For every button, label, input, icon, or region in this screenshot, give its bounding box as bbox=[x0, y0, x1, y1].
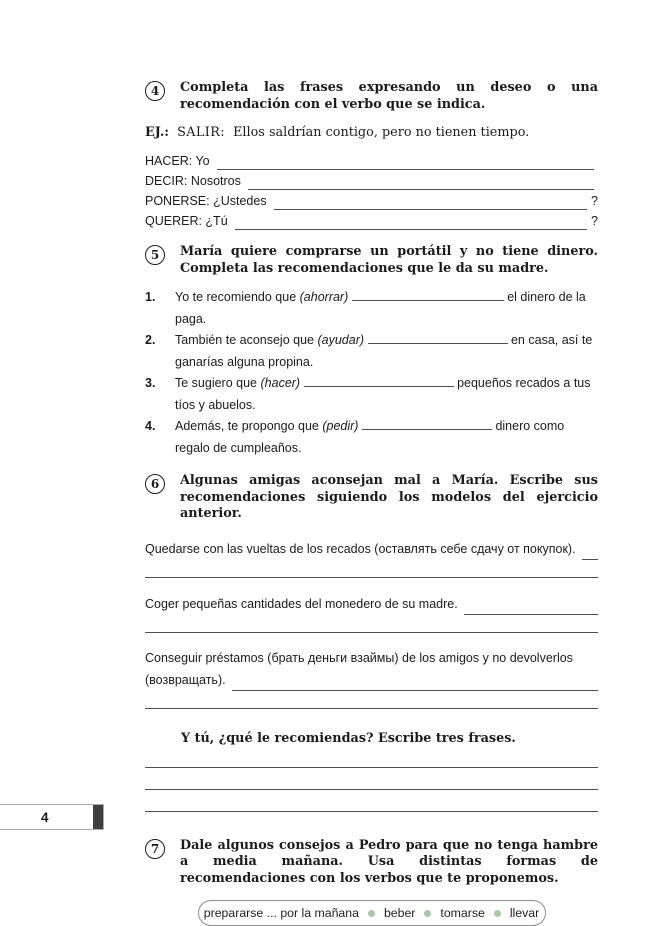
exercise-6-title: Algunas amigas aconsejan mal a María. Escribe sus recomendaciones siguiendo los modelos del ejercicio anterior. bbox=[180, 473, 598, 523]
fill-row-suffix: ? bbox=[587, 213, 598, 230]
answer-blank bbox=[582, 546, 598, 560]
answer-blank bbox=[362, 419, 492, 430]
answer-blank bbox=[368, 333, 508, 344]
exercise-5-number-badge: 5 bbox=[145, 245, 165, 265]
item-text: Coger pequeñas cantidades del monedero de su madre. bbox=[145, 594, 464, 615]
exercise-5-item-3 bbox=[145, 373, 598, 416]
word-bank-item: beber bbox=[384, 906, 415, 920]
item-pre-text: Además, te propongo que bbox=[175, 419, 319, 433]
answer-line bbox=[145, 811, 598, 812]
fill-row-label: PONERSE: ¿Ustedes bbox=[145, 193, 274, 210]
answer-line bbox=[145, 767, 598, 768]
page-number-tab bbox=[0, 804, 104, 830]
answer-blank bbox=[352, 290, 504, 301]
exercise-7 bbox=[145, 838, 598, 926]
fill-row-querer bbox=[145, 210, 598, 230]
answer-blank bbox=[304, 376, 454, 387]
exercise-5-header bbox=[145, 244, 598, 277]
answer-blank bbox=[232, 677, 598, 691]
item-number: 4. bbox=[145, 416, 175, 459]
fill-row-hacer bbox=[145, 150, 598, 170]
exercise-6-number-badge: 6 bbox=[145, 474, 165, 494]
worksheet-content bbox=[145, 80, 598, 926]
word-bank-item: prepararse ... por la mañana bbox=[204, 906, 359, 920]
item-post-text: dinero como regalo de cumpleaños. bbox=[175, 419, 564, 455]
exercise-6 bbox=[145, 473, 598, 812]
item-verb-hint: (hacer) bbox=[261, 376, 301, 390]
exercise-5-item-2 bbox=[145, 330, 598, 373]
item-verb-hint: (ayudar) bbox=[317, 333, 364, 347]
fill-row-decir bbox=[145, 170, 598, 190]
answer-blank bbox=[217, 156, 594, 170]
item-text-continued: (возвращать). bbox=[145, 670, 232, 691]
exercise-5 bbox=[145, 244, 598, 459]
exercise-4-example bbox=[145, 124, 598, 141]
answer-line bbox=[145, 708, 598, 709]
exercise-5-item-4 bbox=[145, 416, 598, 459]
item-text bbox=[175, 416, 598, 459]
item-text: Conseguir préstamos (брать деньги взаймы) de los amigos y no devolverlos bbox=[145, 647, 598, 670]
exercise-6-item-3 bbox=[145, 647, 598, 691]
exercise-5-item-1 bbox=[145, 287, 598, 330]
answer-blank bbox=[464, 601, 598, 615]
fill-row-label: QUERER: ¿Tú bbox=[145, 213, 235, 230]
fill-row-ponerse bbox=[145, 190, 598, 210]
answer-blank bbox=[274, 196, 587, 210]
bullet-dot-icon bbox=[494, 910, 501, 917]
item-pre-text: Yo te recomiendo que bbox=[175, 290, 296, 304]
answer-blank bbox=[248, 176, 594, 190]
exercise-5-title: María quiere comprarse un portátil y no tiene dinero. Completa las recomendaciones que le da su madre. bbox=[180, 244, 598, 277]
item-post-text: pequeños recados a tus tíos y abuelos. bbox=[175, 376, 591, 412]
item-text bbox=[175, 287, 598, 330]
item-verb-hint: (ahorrar) bbox=[300, 290, 349, 304]
item-number: 1. bbox=[145, 287, 175, 330]
item-number: 3. bbox=[145, 373, 175, 416]
example-text: Ellos saldrían contigo, pero no tienen tiempo. bbox=[233, 125, 529, 140]
word-bank-item: llevar bbox=[510, 906, 539, 920]
item-post-text: en casa, así te ganarías alguna propina. bbox=[175, 333, 592, 369]
fill-row-label: DECIR: Nosotros bbox=[145, 173, 248, 190]
exercise-7-title: Dale algunos consejos a Pedro para que no tenga hambre a media mañana. Usa distintas formas de recomendaciones con los verbos que te proponemos. bbox=[180, 838, 598, 888]
answer-line bbox=[145, 577, 598, 578]
word-bank-item: tomarse bbox=[440, 906, 484, 920]
exercise-7-header bbox=[145, 838, 598, 888]
item-verb-hint: (pedir) bbox=[322, 419, 358, 433]
item-pre-text: También te aconsejo que bbox=[175, 333, 314, 347]
example-label: EJ.: bbox=[145, 125, 169, 140]
exercise-6-item-2 bbox=[145, 594, 598, 615]
word-bank bbox=[198, 900, 546, 926]
page-tab-bar bbox=[93, 805, 103, 829]
answer-blank bbox=[235, 216, 587, 230]
item-text bbox=[175, 373, 598, 416]
exercise-6-item-1 bbox=[145, 539, 598, 560]
fill-row-label: HACER: Yo bbox=[145, 153, 217, 170]
exercise-6-header bbox=[145, 473, 598, 523]
exercise-4-header bbox=[145, 80, 598, 113]
bullet-dot-icon bbox=[424, 910, 431, 917]
item-number: 2. bbox=[145, 330, 175, 373]
example-verb: SALIR: bbox=[177, 125, 225, 140]
exercise-4-title: Completa las frases expresando un deseo o una recomendación con el verbo que se indica. bbox=[180, 80, 598, 113]
item-pre-text: Te sugiero que bbox=[175, 376, 257, 390]
exercise-7-number-badge: 7 bbox=[145, 839, 165, 859]
answer-line bbox=[145, 632, 598, 633]
item-text bbox=[175, 330, 598, 373]
bullet-dot-icon bbox=[368, 910, 375, 917]
item-text: Quedarse con las vueltas de los recados (оставлять себе сдачу от покупок). bbox=[145, 539, 582, 560]
item-post-text: el dinero de la paga. bbox=[175, 290, 586, 326]
answer-line bbox=[145, 789, 598, 790]
exercise-4-number-badge: 4 bbox=[145, 81, 165, 101]
page-number: 4 bbox=[41, 810, 49, 825]
exercise-6-subtitle: Y tú, ¿qué le recomiendas? Escribe tres frases. bbox=[181, 731, 598, 746]
fill-row-suffix: ? bbox=[587, 193, 598, 210]
